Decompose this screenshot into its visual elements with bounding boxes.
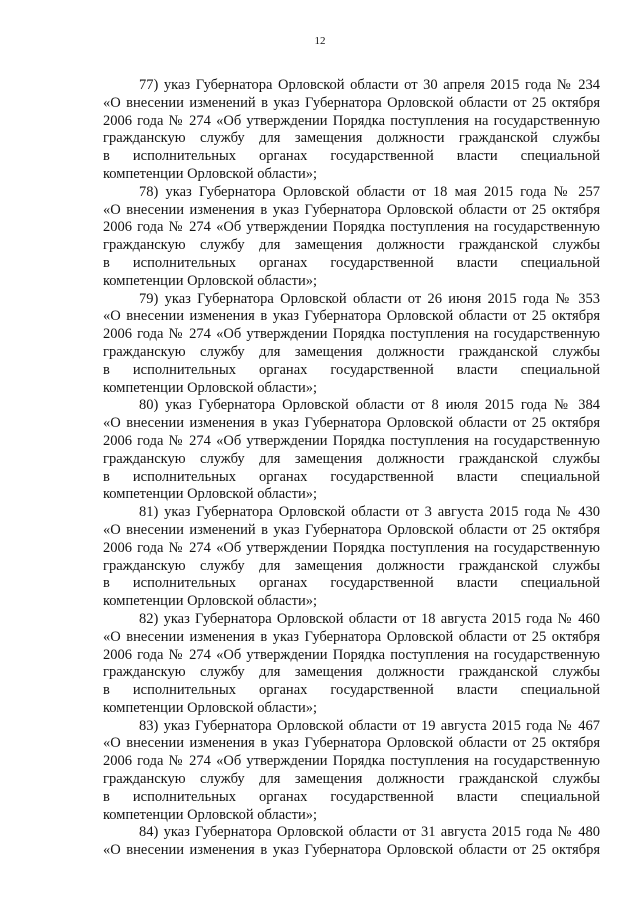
list-item	[103, 184, 600, 291]
list-item-line: 2006 года № 274 «Об утверждении Порядка поступления на государственную	[103, 753, 600, 770]
list-item-line: 2006 года № 274 «Об утверждении Порядка поступления на государственную	[103, 646, 600, 663]
list-item-line: в исполнительных органах государственной власти специальной	[103, 682, 600, 699]
list-item-line: 83) указ Губернатора Орловской области от 19 августа 2015 года № 467	[139, 717, 600, 734]
list-item-line: «О внесении изменения в указ Губернатора Орловской области от 25 октября	[103, 308, 600, 325]
list-item-line: в исполнительных органах государственной власти специальной	[103, 254, 600, 271]
list-item-line: гражданскую службу для замещения должности гражданской службы	[103, 664, 600, 681]
list-item-line: компетенции Орловской области»;	[103, 699, 317, 716]
list-item-line: «О внесении изменения в указ Губернатора Орловской области от 25 октября	[103, 201, 600, 218]
list-item-line: компетенции Орловской области»;	[103, 165, 317, 182]
list-item-line: в исполнительных органах государственной власти специальной	[103, 148, 600, 165]
list-item-line: 2006 года № 274 «Об утверждении Порядка поступления на государственную	[103, 112, 600, 129]
list-item-line: гражданскую службу для замещения должности гражданской службы	[103, 450, 600, 467]
list-item-line: 81) указ Губернатора Орловской области от 3 августа 2015 года № 430	[139, 504, 600, 521]
list-item-line: 80) указ Губернатора Орловской области от 8 июля 2015 года № 384	[139, 397, 600, 414]
list-item-line: компетенции Орловской области»;	[103, 379, 317, 396]
list-item-line: «О внесении изменения в указ Губернатора Орловской области от 25 октября	[103, 842, 600, 859]
list-item	[103, 77, 600, 184]
list-item-line: компетенции Орловской области»;	[103, 486, 317, 503]
list-item-line: 2006 года № 274 «Об утверждении Порядка поступления на государственную	[103, 326, 600, 343]
list-item-line: «О внесении изменения в указ Губернатора Орловской области от 25 октября	[103, 628, 600, 645]
list-item	[103, 397, 600, 504]
list-item-line: компетенции Орловской области»;	[103, 272, 317, 289]
list-item-line: 78) указ Губернатора Орловской области от 18 мая 2015 года № 257	[139, 183, 600, 200]
list-item-line: 77) указ Губернатора Орловской области от 30 апреля 2015 года № 234	[139, 77, 600, 93]
list-item	[103, 824, 600, 860]
list-item-line: 2006 года № 274 «Об утверждении Порядка поступления на государственную	[103, 539, 600, 556]
list-item-line: «О внесении изменений в указ Губернатора Орловской области от 25 октября	[103, 521, 600, 538]
list-item-line: «О внесении изменения в указ Губернатора Орловской области от 25 октября	[103, 735, 600, 752]
page-number: 12	[314, 35, 326, 47]
list-item-line: «О внесении изменения в указ Губернатора Орловской области от 25 октября	[103, 415, 600, 432]
list-item-line: 79) указ Губернатора Орловской области от 26 июня 2015 года № 353	[139, 290, 600, 307]
list-item-line: гражданскую службу для замещения должности гражданской службы	[103, 771, 600, 788]
list-item-line: в исполнительных органах государственной власти специальной	[103, 468, 600, 485]
list-item	[103, 611, 600, 718]
list-item-line: гражданскую службу для замещения должности гражданской службы	[103, 557, 600, 574]
list-item-line: компетенции Орловской области»;	[103, 593, 317, 610]
list-item-line: 84) указ Губернатора Орловской области от 31 августа 2015 года № 480	[139, 824, 600, 841]
list-item	[103, 504, 600, 611]
list-item-line: 82) указ Губернатора Орловской области от 18 августа 2015 года № 460	[139, 610, 600, 627]
list-item	[103, 291, 600, 398]
list-item-line: 2006 года № 274 «Об утверждении Порядка поступления на государственную	[103, 219, 600, 236]
list-item-line: «О внесении изменений в указ Губернатора Орловской области от 25 октября	[103, 94, 600, 111]
list-item-line: гражданскую службу для замещения должности гражданской службы	[103, 130, 600, 147]
decree-list	[103, 77, 600, 860]
list-item-line: гражданскую службу для замещения должности гражданской службы	[103, 237, 600, 254]
list-item-line: компетенции Орловской области»;	[103, 806, 317, 823]
list-item	[103, 718, 600, 825]
list-item-line: гражданскую службу для замещения должности гражданской службы	[103, 343, 600, 360]
list-item-line: в исполнительных органах государственной власти специальной	[103, 361, 600, 378]
list-item-line: в исполнительных органах государственной власти специальной	[103, 575, 600, 592]
list-item-line: 2006 года № 274 «Об утверждении Порядка поступления на государственную	[103, 432, 600, 449]
list-item-line: в исполнительных органах государственной власти специальной	[103, 788, 600, 805]
